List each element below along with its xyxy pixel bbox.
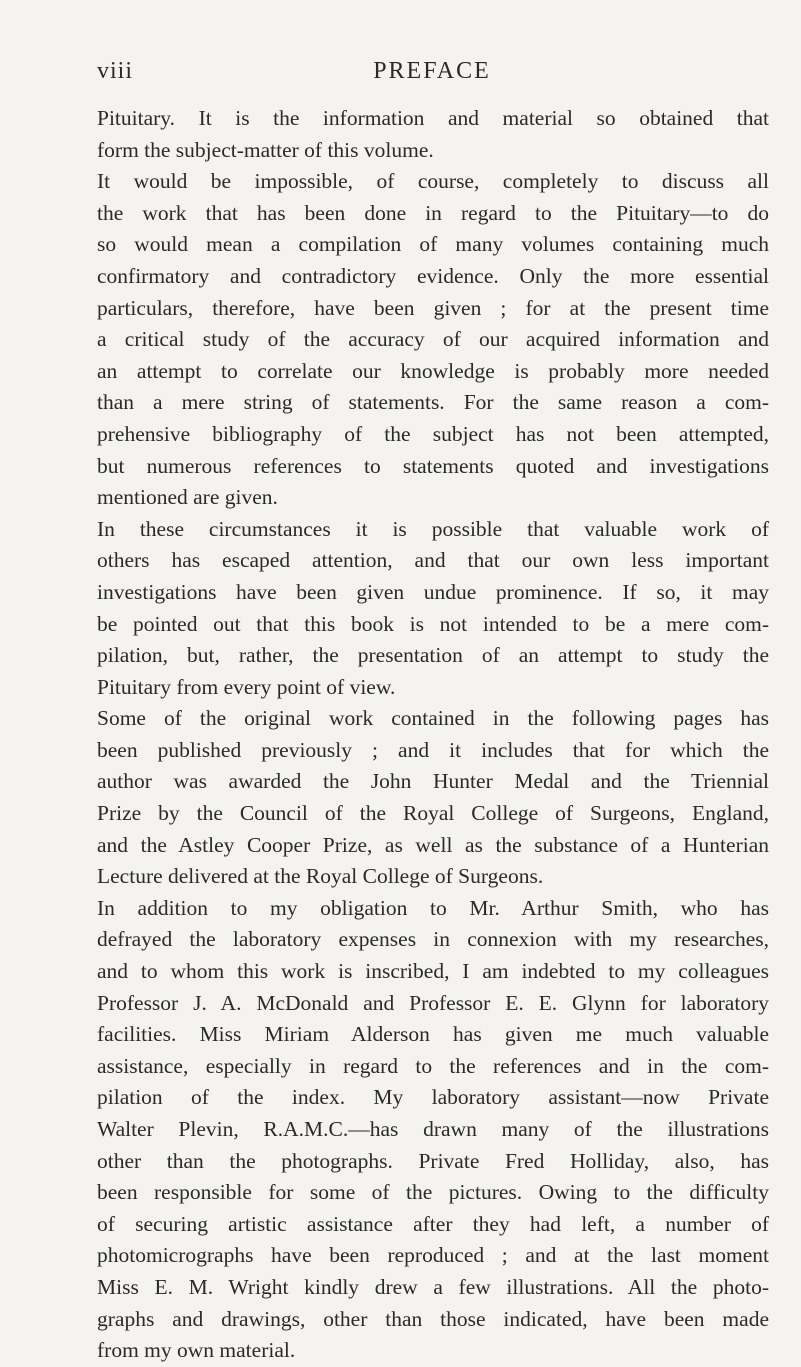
page-header — [97, 58, 767, 94]
text-line: form the subject-matter of this volume. — [97, 137, 434, 162]
text-line: an attempt to correlate our knowledge is probably more needed — [97, 358, 769, 383]
text-line: pilation of the index. My laboratory assistant—now Private — [97, 1085, 769, 1110]
text-line: from my own material. — [97, 1338, 296, 1363]
text-line: but numerous references to statements quoted and investigations — [97, 453, 769, 478]
text-line: be pointed out that this book is not intended to be a mere com- — [97, 611, 769, 636]
text-line: other than the photographs. Private Fred Holliday, also, has — [97, 1148, 769, 1173]
text-line: graphs and drawings, other than those indicated, have been made — [97, 1306, 769, 1331]
text-line: author was awarded the John Hunter Medal and the Triennial — [97, 769, 769, 794]
text-line: than a mere string of statements. For the same reason a com- — [97, 390, 769, 415]
text-line: Pituitary from every point of view. — [97, 674, 396, 699]
text-line: assistance, especially in regard to the references and in the com- — [97, 1053, 769, 1078]
text-line: the work that has been done in regard to the Pituitary—to do — [97, 200, 769, 225]
text-line: It would be impossible, of course, completely to discuss all — [97, 169, 769, 194]
text-line: others has escaped attention, and that our own less important — [97, 548, 769, 573]
text-line: defrayed the laboratory expenses in connexion with my researches, — [97, 927, 769, 952]
text-line: Lecture delivered at the Royal College of Surgeons. — [97, 864, 544, 889]
text-line: Professor J. A. McDonald and Professor E. E. Glynn for laboratory — [97, 990, 769, 1015]
preface-body — [97, 103, 769, 1367]
running-title: PREFACE — [373, 58, 491, 84]
text-line: Walter Plevin, R.A.M.C.—has drawn many of the illustrations — [97, 1117, 769, 1141]
text-line: investigations have been given undue prominence. If so, it may — [97, 579, 769, 604]
text-line: and the Astley Cooper Prize, as well as the substance of a Hunterian — [97, 832, 769, 857]
text-line: Prize by the Council of the Royal College of Surgeons, England, — [97, 801, 769, 826]
text-line: Pituitary. It is the information and material so obtained that — [97, 106, 769, 130]
text-line: a critical study of the accuracy of our acquired information and — [97, 327, 769, 352]
text-line: Some of the original work contained in the following pages has — [97, 706, 769, 731]
text-line: been published previously ; and it includes that for which the — [97, 737, 769, 762]
text-line: so would mean a compilation of many volumes containing much — [97, 232, 769, 257]
text-line: facilities. Miss Miriam Alderson has given me much valuable — [97, 1022, 769, 1047]
text-line: In these circumstances it is possible that valuable work of — [97, 516, 769, 541]
text-line: photomicrographs have been reproduced ; and at the last moment — [97, 1243, 769, 1268]
text-line: particulars, therefore, have been given ; for at the present time — [97, 295, 769, 320]
text-line: and to whom this work is inscribed, I am indebted to my colleagues — [97, 959, 769, 984]
text-line: Miss E. M. Wright kindly drew a few illustrations. All the photo- — [97, 1274, 769, 1299]
text-line: mentioned are given. — [97, 485, 278, 510]
text-line: In addition to my obligation to Mr. Arthur Smith, who has — [97, 895, 769, 920]
text-line: confirmatory and contradictory evidence. Only the more essential — [97, 263, 769, 288]
text-line: of securing artistic assistance after they had left, a number of — [97, 1211, 769, 1236]
text-line: been responsible for some of the pictures. Owing to the difficulty — [97, 1180, 769, 1205]
text-line: pilation, but, rather, the presentation of an attempt to study the — [97, 643, 769, 668]
page-number: viii — [97, 58, 134, 84]
text-line: prehensive bibliography of the subject has not been attempted, — [97, 421, 769, 446]
